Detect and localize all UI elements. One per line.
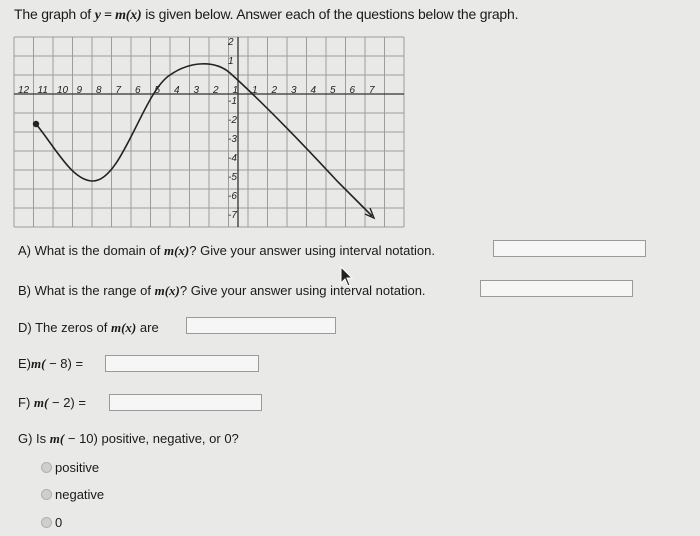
- mouse-pointer-icon: [340, 266, 354, 288]
- x-tick-label: 4: [174, 85, 180, 96]
- graph-grid: [14, 37, 404, 227]
- question-g: G) Is m( − 10) positive, negative, or 0?: [18, 431, 239, 446]
- negative-label: negative: [55, 487, 105, 502]
- question-e: E)m( − 8) =: [18, 356, 84, 371]
- x-tick-label: 11: [37, 85, 48, 96]
- y-tick-label: -4: [228, 153, 237, 164]
- x-tick-label: 9: [76, 85, 83, 96]
- y-tick-label: 2: [228, 37, 234, 48]
- y-tick-label: 1: [228, 56, 234, 67]
- x-tick-label: 6: [349, 85, 356, 96]
- x-tick-label: 4: [310, 85, 317, 96]
- m-neg2-answer-input[interactable]: [109, 394, 262, 411]
- zero-label: 0: [55, 515, 63, 530]
- y-tick-label: -6: [228, 191, 237, 202]
- x-tick-label: 5: [330, 85, 336, 96]
- y-tick-label: -5: [228, 172, 237, 183]
- x-tick-label: 2: [213, 85, 219, 96]
- curve-start-point: [33, 121, 39, 127]
- function-notation: y = m(x): [94, 8, 142, 23]
- x-tick-label: 3: [291, 85, 297, 96]
- zeros-answer-input[interactable]: [186, 317, 336, 334]
- x-tick-label: 10: [57, 85, 69, 96]
- y-tick-label: -1: [228, 96, 237, 107]
- x-tick-label: 8: [96, 85, 102, 96]
- y-tick-label: -3: [228, 134, 237, 145]
- range-answer-input[interactable]: [480, 280, 633, 297]
- question-d: D) The zeros of m(x) are: [18, 320, 159, 335]
- m-neg8-answer-input[interactable]: [105, 355, 259, 372]
- x-tick-label: 6: [135, 85, 141, 96]
- x-tick-label: 5: [154, 85, 161, 96]
- x-tick-label: 12: [18, 85, 30, 96]
- x-tick-label: 1: [252, 85, 258, 96]
- x-tick-label: 7: [115, 85, 122, 96]
- x-tick-label: 1: [232, 85, 239, 96]
- x-tick-label: 7: [369, 85, 375, 96]
- function-graph: [0, 0, 700, 236]
- positive-radio[interactable]: [41, 462, 52, 473]
- negative-radio[interactable]: [41, 489, 52, 500]
- domain-answer-input[interactable]: [493, 240, 646, 257]
- instructions-header: The graph of y = m(x) is given below. Answer each of the questions below the graph.: [14, 6, 519, 23]
- x-tick-label: 2: [271, 85, 278, 96]
- zero-radio[interactable]: [41, 517, 52, 528]
- graph-curve: [36, 64, 372, 216]
- x-tick-label: 3: [193, 85, 200, 96]
- positive-label: positive: [55, 460, 100, 475]
- question-f: F) m( − 2) =: [18, 395, 86, 410]
- question-a: A) What is the domain of m(x)? Give your answer using interval notation.: [18, 243, 435, 258]
- y-tick-label: -2: [228, 115, 237, 126]
- question-b: B) What is the range of m(x)? Give your answer using interval notation.: [18, 283, 426, 298]
- y-tick-label: -7: [228, 210, 237, 221]
